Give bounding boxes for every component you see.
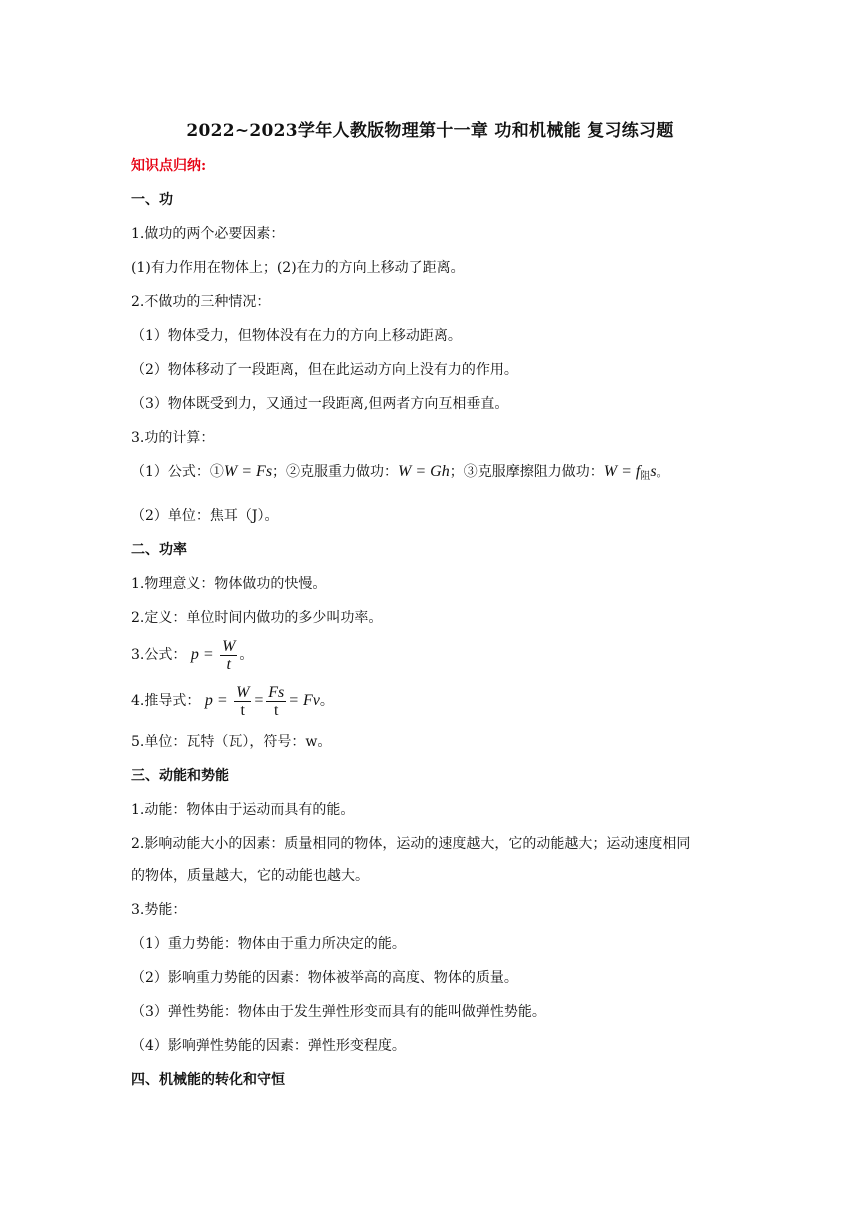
denominator: t xyxy=(240,701,245,719)
paragraph: 1.做功的两个必要因素： xyxy=(131,226,285,242)
text: ；③克服摩擦阻力做功： xyxy=(449,464,604,480)
section-heading-power: 二、功率 xyxy=(131,542,187,558)
paragraph: （2）影响重力势能的因素：物体被举高的高度、物体的质量。 xyxy=(131,970,518,986)
section-heading-work: 一、功 xyxy=(131,192,173,208)
formula-lhs: p = xyxy=(190,646,214,663)
numerator: W xyxy=(222,637,236,655)
denominator: t xyxy=(273,701,279,719)
fraction-w-over-t xyxy=(220,638,237,673)
section-heading-mechanical-energy: 四、机械能的转化和守恒 xyxy=(131,1072,285,1088)
page-title: 2022~2023学年人教版物理第十一章 功和机械能 复习练习题 xyxy=(186,121,674,141)
fraction-w-over-t xyxy=(234,684,251,719)
text: 4.推导式： xyxy=(131,693,201,709)
formula-w-fs: W = Fs xyxy=(223,463,273,480)
numerator: W xyxy=(236,683,250,701)
denominator: t xyxy=(226,655,231,673)
section-heading-energy: 三、动能和势能 xyxy=(131,768,229,784)
text: ；②克服重力做功： xyxy=(272,464,399,480)
paragraph: （3）物体既受到力，又通过一段距离,但两者方向互相垂直。 xyxy=(131,396,509,412)
formula-part: W = f xyxy=(603,463,641,480)
paragraph: 5.单位：瓦特（瓦），符号：w。 xyxy=(131,734,332,750)
paragraph: （4）影响弹性势能的因素：弹性形变程度。 xyxy=(131,1038,406,1054)
paragraph: 1.物理意义：物体做功的快慢。 xyxy=(131,576,327,592)
paragraph: 2.不做功的三种情况： xyxy=(131,294,271,310)
knowledge-heading: 知识点归纳: xyxy=(131,158,207,174)
power-formula-line xyxy=(131,636,253,674)
equals: = xyxy=(253,692,265,709)
paragraph: 3.势能： xyxy=(131,902,187,918)
paragraph: (1)有力作用在物体上；(2)在力的方向上移动了距离。 xyxy=(131,260,465,276)
formula-part: s xyxy=(650,463,657,480)
paragraph: （1）重力势能：物体由于重力所决定的能。 xyxy=(131,936,406,952)
paragraph: 3.功的计算： xyxy=(131,430,215,446)
text: （1）公式：① xyxy=(131,464,224,480)
paragraph: 1.动能：物体由于运动而具有的能。 xyxy=(131,802,355,818)
paragraph: （3）弹性势能：物体由于发生弹性形变而具有的能叫做弹性势能。 xyxy=(131,1004,546,1020)
paragraph: 的物体，质量越大，它的动能也越大。 xyxy=(131,868,369,884)
text: 。 xyxy=(239,647,254,663)
paragraph: （2）单位：焦耳（J）。 xyxy=(131,508,279,524)
formula-w-gh: W = Gh xyxy=(398,463,450,480)
numerator: Fs xyxy=(268,683,285,701)
paragraph: 2.定义：单位时间内做功的多少叫功率。 xyxy=(131,610,383,626)
paragraph: 2.影响动能大小的因素：质量相同的物体，运动的速度越大，它的动能越大；运动速度相同 xyxy=(131,836,691,852)
text: 。 xyxy=(319,693,334,709)
paragraph: （1）物体受力，但物体没有在力的方向上移动距离。 xyxy=(131,328,462,344)
text: 3.公式： xyxy=(131,647,187,663)
text: 。 xyxy=(656,466,668,479)
formula-w-fs-friction xyxy=(604,463,657,480)
formula-rhs: = Fv xyxy=(288,692,320,709)
formula-lhs: p = xyxy=(204,692,228,709)
derived-formula-line xyxy=(131,682,334,720)
fraction-fs-over-t xyxy=(266,684,286,719)
subscript: 阻 xyxy=(640,471,651,482)
paragraph: （2）物体移动了一段距离，但在此运动方向上没有力的作用。 xyxy=(131,362,518,378)
work-formula-line xyxy=(131,462,668,484)
